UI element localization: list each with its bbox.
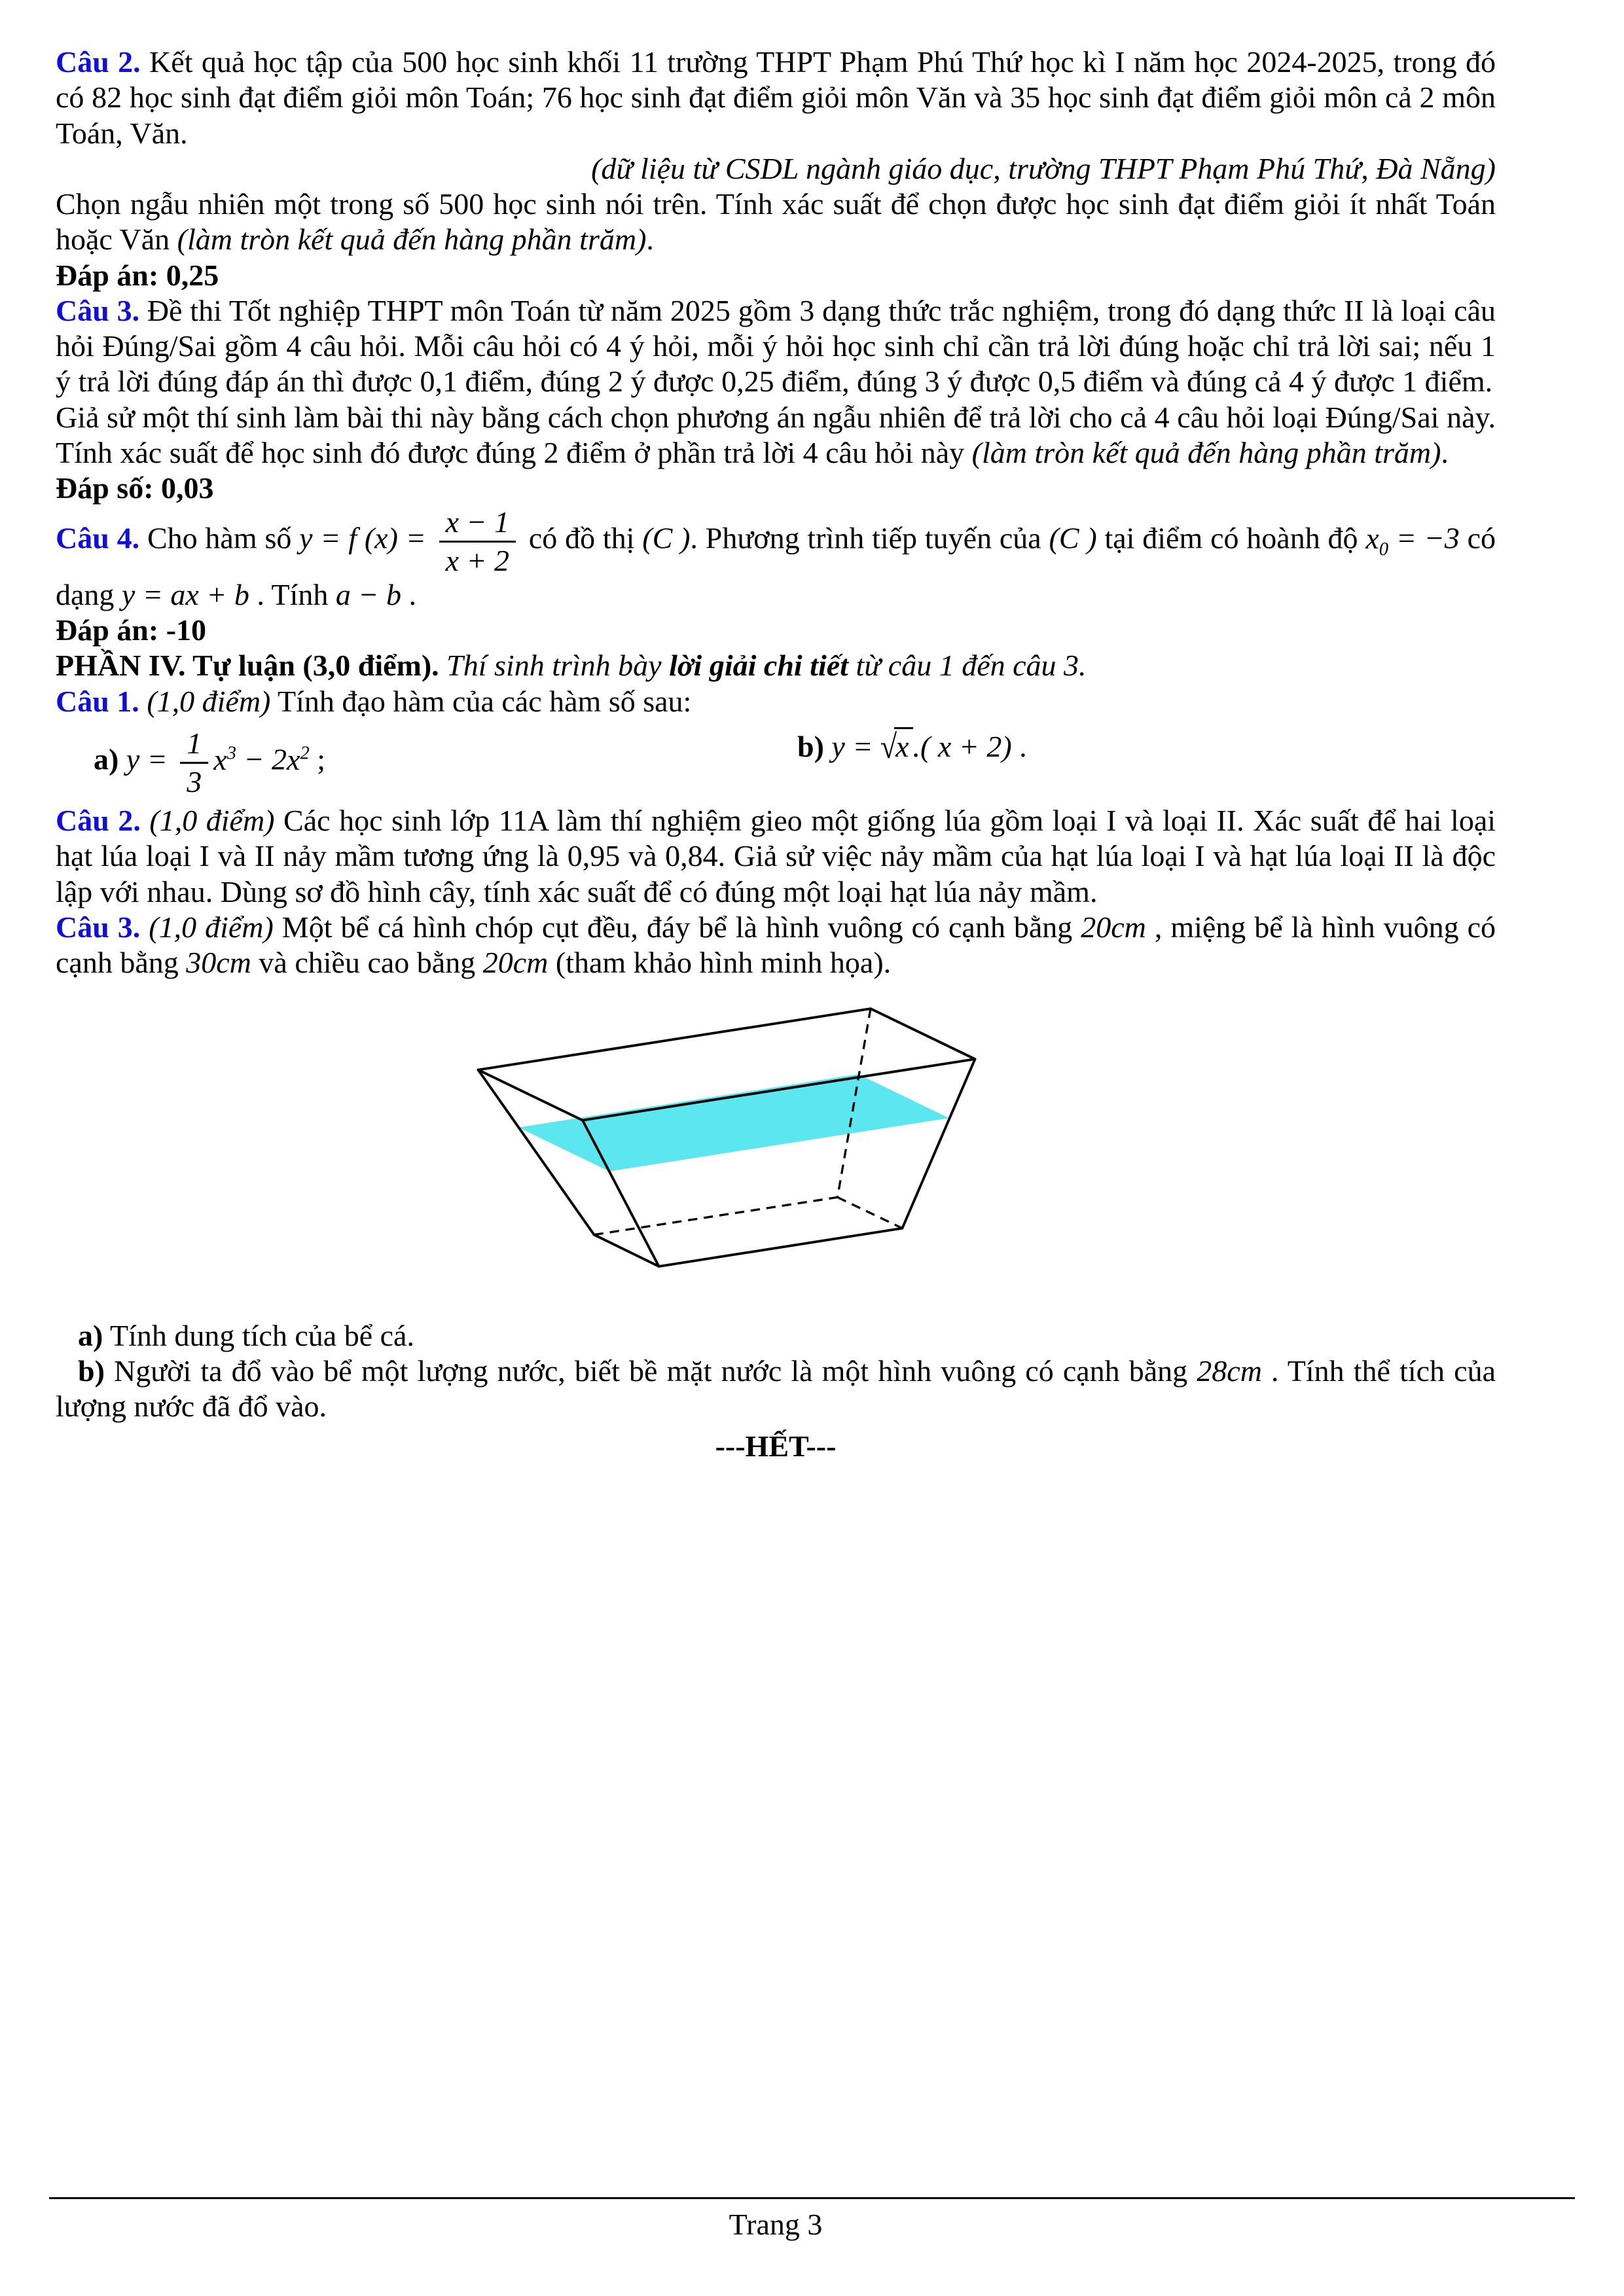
question-4-statement: Câu 4. Cho hàm số y = f (x) = $\frac{x - 1}{x + 2}$ có đồ thị (C ). Phương trình tiếp tuyến của (C ) tại điểm có hoành độ $x_0 = -3$ có dạng y = ax + b . Tính a − b . bbox=[56, 505, 1496, 611]
right-slant-edge bbox=[902, 1059, 975, 1229]
part-4-header: PHẦN IV. Tự luận (3,0 điểm). Thí sinh trình bày lời giải chi tiết từ câu 1 đến câu 3. bbox=[56, 649, 1087, 683]
essay-q1-formula-row bbox=[56, 727, 1496, 798]
fraction: $\frac{x - 1}{x + 2}$ bbox=[439, 506, 516, 577]
square-root: √x bbox=[880, 727, 913, 764]
question-2-statement: Câu 2. Kết quả học tập của 500 học sinh khối 11 trường THPT Phạm Phú Thứ học kì I năm học 2024-2025, trong đó có 82 học sinh đạt điểm giỏi môn Toán; 76 học sinh đạt điểm giỏi môn Văn và 35 học sinh đạt điểm giỏi môn cả 2 môn Toán, Văn. bbox=[56, 45, 1496, 150]
essay-q1-part-b: b) y = √x .( x + 2) . bbox=[797, 727, 1027, 765]
essay-question-2: Câu 2. (1,0 điểm) Các học sinh lớp 11A làm thí nghiệm gieo một giống lúa gồm loại I và loại II. Xác suất để hai loại hạt lúa loại I và II nảy mầm tương ứng là 0,95 và 0,84. Giả sử việc nảy mầm của hạt lúa loại I và hạt lúa loại II là độc lập với nhau. Dùng sơ đồ hình cây, tính xác suất để có đúng một loại hạt lúa nảy mầm. bbox=[56, 804, 1496, 908]
question-3-answer: Đáp số: 0,03 bbox=[56, 471, 214, 505]
question-4-answer: Đáp án: -10 bbox=[56, 613, 207, 647]
hidden-bottom-left-edge bbox=[594, 1197, 838, 1234]
question-2-answer: Đáp án: 0,25 bbox=[56, 258, 219, 292]
bottom-front-edges bbox=[594, 1228, 903, 1266]
question-2-task: Chọn ngẫu nhiên một trong số 500 học sinh nói trên. Tính xác suất để chọn được học sinh đạt điểm giỏi ít nhất Toán hoặc Văn (làm tròn kết quả đến hàng phần trăm). bbox=[56, 187, 1496, 257]
figure-container bbox=[56, 994, 1496, 1310]
essay-q1-part-a: a) y = $\frac{1}{3}$ $x^3 - 2x^2$ ; bbox=[94, 726, 325, 798]
essay-question-1: Câu 1. (1,0 điểm) Tính đạo hàm của các hàm số sau: bbox=[56, 684, 692, 718]
end-marker: ---HẾT--- bbox=[715, 1429, 837, 1463]
essay-q3-part-a: a) Tính dung tích của bể cá. bbox=[78, 1318, 414, 1352]
question-2-data-source: (dữ liệu từ CSDL ngành giáo dục, trường THPT Phạm Phú Thứ, Đà Nẵng) bbox=[591, 151, 1496, 185]
page-number: Trang 3 bbox=[729, 2208, 823, 2241]
hidden-bottom-right-edge bbox=[837, 1197, 902, 1228]
essay-q3-part-b: b) Người ta đổ vào bể một lượng nước, biết bề mặt nước là một hình vuông có cạnh bằng 28cm . Tính thể tích của lượng nước đã đổ vào. bbox=[56, 1354, 1496, 1424]
essay-question-3: Câu 3. (1,0 điểm) Một bể cá hình chóp cụt đều, đáy bể là hình vuông có cạnh bằng 20cm , miệng bể là hình vuông có cạnh bằng 30cm và chiều cao bằng 20cm (tham khảo hình minh họa). bbox=[56, 910, 1496, 980]
question-3-statement: Câu 3. Đề thi Tốt nghiệp THPT môn Toán từ năm 2025 gồm 3 dạng thức trắc nghiệm, trong đó dạng thức II là loại câu hỏi Đúng/Sai gồm 4 câu hỏi. Mỗi câu hỏi có 4 ý hỏi, mỗi ý hỏi học sinh chỉ cần trả lời đúng hoặc chỉ trả lời sai; nếu 1 ý trả lời đúng đáp án thì được 0,1 điểm, đúng 2 ý được 0,25 điểm, đúng 3 ý được 0,5 điểm và đúng cả 4 ý được 1 điểm. bbox=[56, 293, 1496, 399]
frustum-tank-figure bbox=[439, 994, 1015, 1302]
fraction: $\frac{1}{3}$ bbox=[180, 727, 208, 798]
footer-divider bbox=[49, 2197, 1575, 2199]
question-3-task: Giả sử một thí sinh làm bài thi này bằng cách chọn phương án ngẫu nhiên để trả lời cho cả 4 câu hỏi loại Đúng/Sai này. Tính xác suất để học sinh đó được đúng 2 điểm ở phần trả lời 4 câu hỏi này (làm tròn kết quả đến hàng phần trăm). bbox=[56, 400, 1496, 469]
